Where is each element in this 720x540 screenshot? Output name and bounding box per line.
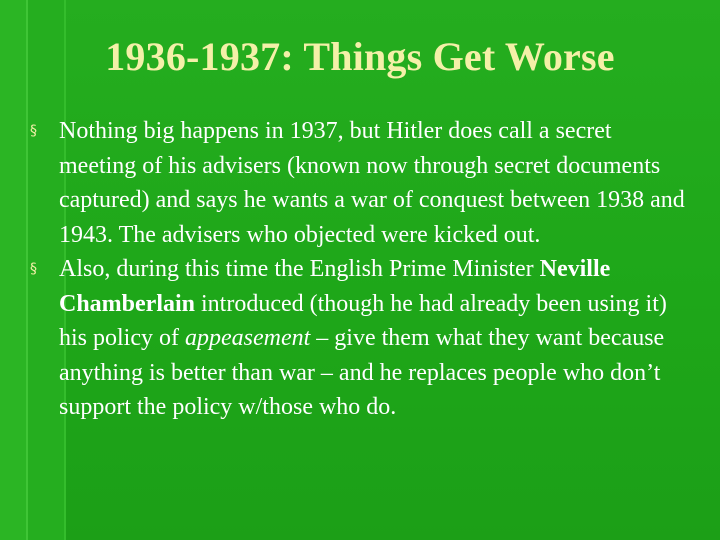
bullet-text: [59, 118, 685, 248]
bullet-text-emphasis-term: appeasement: [185, 325, 311, 351]
bullet-marker-icon: §: [30, 123, 37, 139]
slide-title: 1936-1937: Things Get Worse: [105, 34, 615, 79]
bullet-text-part: – give them what they want because anything is better than war – and he replaces people who don’t support the policy w/those who do.: [59, 325, 665, 420]
bullet-item: [30, 252, 690, 425]
bullet-text-emphasis-name: Neville Chamberlain: [59, 256, 611, 317]
bullet-marker-icon: §: [30, 261, 37, 277]
bullet-list: [30, 114, 690, 425]
bullet-text: [59, 256, 667, 420]
bullet-item: [30, 114, 690, 252]
bullet-text-part: Also, during this time the English Prime Minister: [59, 256, 540, 282]
bullet-text-part: introduced (though he had already been using it) his policy of: [59, 290, 667, 351]
bullet-text-part: Nothing big happens in 1937, but Hitler does call a secret meeting of his advisers (known now through secret documents captured) and says he wants a war of conquest between 1938 and 1943. The advisers who objected were kicked out.: [59, 118, 685, 248]
